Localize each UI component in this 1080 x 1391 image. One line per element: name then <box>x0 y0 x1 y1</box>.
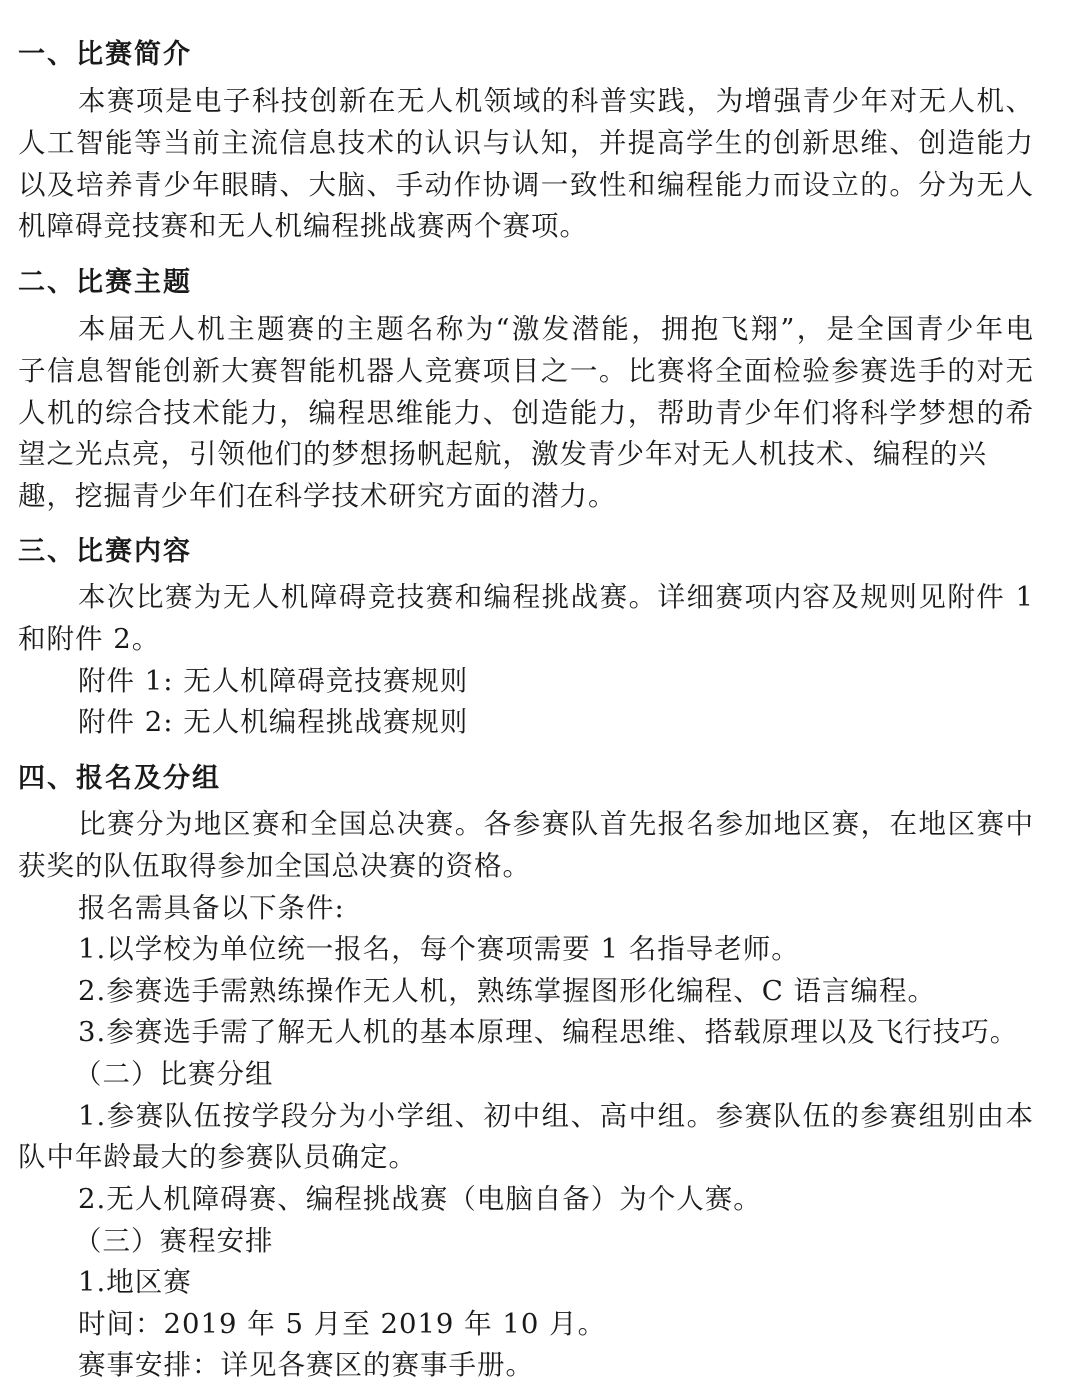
attachment-1: 附件 1: 无人机障碍竞技赛规则 <box>78 665 469 697</box>
section-heading-content: 三、比赛内容 <box>18 536 192 567</box>
paragraph-line: 本届无人机主题赛的主题名称为“激发潜能，拥抱飞翔”，是全国青少年电 <box>78 313 1034 345</box>
paragraph-line: 本赛项是电子科技创新在无人机领域的科普实践，为增强青少年对无人机、 <box>78 85 1034 117</box>
schedule-item: 1.地区赛 <box>78 1266 192 1298</box>
attachment-2: 附件 2: 无人机编程挑战赛规则 <box>78 706 469 738</box>
paragraph-line: 人机的综合技术能力，编程思维能力、创造能力，帮助青少年们将科学梦想的希 <box>18 397 1034 429</box>
subsection-heading-schedule: （三）赛程安排 <box>74 1225 274 1257</box>
paragraph-line: 1.参赛队伍按学段分为小学组、初中组、高中组。参赛队伍的参赛组别由本 <box>78 1100 1034 1132</box>
schedule-arrangement: 赛事安排：详见各赛区的赛事手册。 <box>78 1349 534 1381</box>
requirement-item: 1.以学校为单位统一报名，每个赛项需要 1 名指导老师。 <box>78 933 800 965</box>
paragraph-line: 子信息智能创新大赛智能机器人竞赛项目之一。比赛将全面检验参赛选手的对无 <box>18 355 1034 387</box>
paragraph-line: 和附件 2。 <box>18 623 161 655</box>
section-heading-intro: 一、比赛简介 <box>18 39 192 70</box>
paragraph-line: 机障碍竞技赛和无人机编程挑战赛两个赛项。 <box>18 210 588 242</box>
subsection-heading-grouping: （二）比赛分组 <box>74 1058 274 1090</box>
paragraph-line: 2.无人机障碍赛、编程挑战赛（电脑自备）为个人赛。 <box>78 1183 762 1215</box>
paragraph-line: 人工智能等当前主流信息技术的认识与认知，并提高学生的创新思维、创造能力 <box>18 127 1034 159</box>
section-heading-theme: 二、比赛主题 <box>18 267 192 298</box>
requirements-intro: 报名需具备以下条件: <box>78 892 345 924</box>
paragraph-line: 比赛分为地区赛和全国总决赛。各参赛队首先报名参加地区赛，在地区赛中 <box>78 808 1034 840</box>
paragraph-line: 望之光点亮，引领他们的梦想扬帆起航，激发青少年对无人机技术、编程的兴 <box>18 438 987 470</box>
section-heading-registration: 四、报名及分组 <box>18 763 221 794</box>
paragraph-line: 本次比赛为无人机障碍竞技赛和编程挑战赛。详细赛项内容及规则见附件 1 <box>78 581 1034 613</box>
requirement-item: 3.参赛选手需了解无人机的基本原理、编程思维、搭载原理以及飞行技巧。 <box>78 1016 1019 1048</box>
schedule-time: 时间：2019 年 5 月至 2019 年 10 月。 <box>78 1308 607 1340</box>
paragraph-line: 获奖的队伍取得参加全国总决赛的资格。 <box>18 850 531 882</box>
paragraph-line: 以及培养青少年眼睛、大脑、手动作协调一致性和编程能力而设立的。分为无人 <box>18 169 1034 201</box>
paragraph-line: 趣，挖掘青少年们在科学技术研究方面的潜力。 <box>18 480 617 512</box>
paragraph-line: 队中年龄最大的参赛队员确定。 <box>18 1141 417 1173</box>
requirement-item: 2.参赛选手需熟练操作无人机，熟练掌握图形化编程、C 语言编程。 <box>78 975 937 1007</box>
